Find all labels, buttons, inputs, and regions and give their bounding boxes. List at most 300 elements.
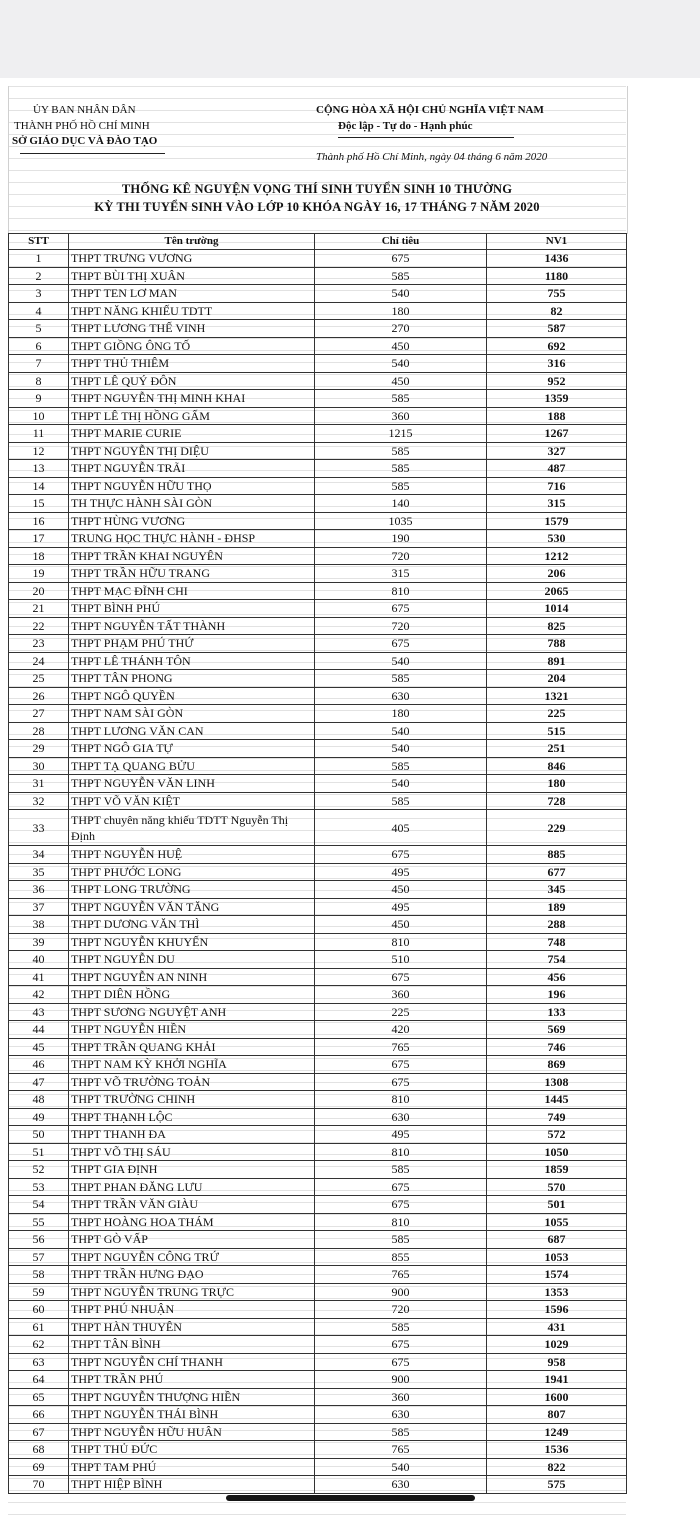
cell-quota: 315 <box>315 565 487 583</box>
cell-quota: 450 <box>315 916 487 934</box>
cell-school-name: THPT LƯƠNG VĂN CAN <box>69 722 315 740</box>
cell-quota: 585 <box>315 267 487 285</box>
table-row <box>9 320 627 338</box>
cell-nv1: 677 <box>487 863 627 881</box>
table-row <box>9 460 627 478</box>
table-row <box>9 425 627 443</box>
table-row <box>9 722 627 740</box>
table-row <box>9 986 627 1004</box>
cell-stt: 27 <box>9 705 69 723</box>
cell-nv1: 327 <box>487 442 627 460</box>
cell-quota: 540 <box>315 652 487 670</box>
cell-nv1: 822 <box>487 1458 627 1476</box>
cell-quota: 585 <box>315 390 487 408</box>
table-row <box>9 1248 627 1266</box>
cell-nv1: 788 <box>487 635 627 653</box>
cell-school-name: THPT HÀN THUYÊN <box>69 1318 315 1336</box>
cell-school-name: THPT TRẦN KHAI NGUYÊN <box>69 547 315 565</box>
cell-school-name: THPT NGUYỄN HỮU HUÂN <box>69 1423 315 1441</box>
cell-nv1: 1859 <box>487 1161 627 1179</box>
cell-school-name: THPT PHAN ĐĂNG LƯU <box>69 1178 315 1196</box>
cell-nv1: 891 <box>487 652 627 670</box>
header-nation-line1: CỘNG HÒA XÃ HỘI CHỦ NGHĨA VIỆT NAM <box>316 104 544 116</box>
table-row <box>9 687 627 705</box>
cell-nv1: 807 <box>487 1406 627 1424</box>
cell-nv1: 570 <box>487 1178 627 1196</box>
cell-nv1: 487 <box>487 460 627 478</box>
cell-school-name: THPT NGUYỄN THÁI BÌNH <box>69 1406 315 1424</box>
cell-stt: 50 <box>9 1126 69 1144</box>
cell-nv1: 82 <box>487 302 627 320</box>
cell-nv1: 575 <box>487 1476 627 1494</box>
cell-school-name: THPT NGUYỄN TRUNG TRỰC <box>69 1283 315 1301</box>
cell-nv1: 1536 <box>487 1441 627 1459</box>
cell-school-name: THPT TRƯỜNG CHINH <box>69 1091 315 1109</box>
cell-stt: 49 <box>9 1108 69 1126</box>
cell-quota: 495 <box>315 898 487 916</box>
table-row <box>9 1388 627 1406</box>
cell-quota: 540 <box>315 285 487 303</box>
cell-school-name: THPT TÂN BÌNH <box>69 1336 315 1354</box>
table-row <box>9 582 627 600</box>
table-row <box>9 285 627 303</box>
table-row <box>9 302 627 320</box>
cell-school-name: THPT HÙNG VƯƠNG <box>69 512 315 530</box>
table-row <box>9 250 627 268</box>
cell-school-name: THPT NGUYỄN HIỀN <box>69 1021 315 1039</box>
cell-school-name: THPT DƯƠNG VĂN THÌ <box>69 916 315 934</box>
cell-nv1: 1267 <box>487 425 627 443</box>
column-header-stt: STT <box>9 234 69 250</box>
cell-stt: 31 <box>9 775 69 793</box>
cell-school-name: THPT TEN LƠ MAN <box>69 285 315 303</box>
cell-school-name: THPT TRẦN HƯNG ĐẠO <box>69 1266 315 1284</box>
table-row <box>9 775 627 793</box>
cell-nv1: 1050 <box>487 1143 627 1161</box>
cell-school-name: THPT NGUYỄN VĂN TĂNG <box>69 898 315 916</box>
table-row <box>9 1266 627 1284</box>
table-row <box>9 951 627 969</box>
cell-nv1: 572 <box>487 1126 627 1144</box>
cell-stt: 24 <box>9 652 69 670</box>
cell-stt: 54 <box>9 1196 69 1214</box>
column-header-quota: Chỉ tiêu <box>315 234 487 250</box>
cell-nv1: 755 <box>487 285 627 303</box>
table-row <box>9 863 627 881</box>
cell-quota: 585 <box>315 757 487 775</box>
cell-stt: 5 <box>9 320 69 338</box>
cell-stt: 15 <box>9 495 69 513</box>
cell-quota: 675 <box>315 846 487 864</box>
table-row <box>9 898 627 916</box>
cell-stt: 26 <box>9 687 69 705</box>
cell-stt: 55 <box>9 1213 69 1231</box>
document-title-line1: THỐNG KÊ NGUYỆN VỌNG THÍ SINH TUYỂN SINH 10 THƯỜNG <box>121 182 513 196</box>
table-row <box>9 1143 627 1161</box>
table-row <box>9 337 627 355</box>
cell-school-name: THPT LÊ THÁNH TÔN <box>69 652 315 670</box>
cell-quota: 1215 <box>315 425 487 443</box>
table-row <box>9 617 627 635</box>
cell-stt: 64 <box>9 1371 69 1389</box>
cell-quota: 270 <box>315 320 487 338</box>
cell-stt: 68 <box>9 1441 69 1459</box>
cell-nv1: 1445 <box>487 1091 627 1109</box>
cell-quota: 180 <box>315 705 487 723</box>
table-row <box>9 600 627 618</box>
cell-stt: 40 <box>9 951 69 969</box>
cell-quota: 585 <box>315 460 487 478</box>
cell-school-name: THPT GIỒNG ÔNG TỐ <box>69 337 315 355</box>
cell-stt: 67 <box>9 1423 69 1441</box>
home-indicator-bar <box>226 1495 475 1501</box>
cell-quota: 225 <box>315 1003 487 1021</box>
cell-nv1: 316 <box>487 355 627 373</box>
cell-stt: 43 <box>9 1003 69 1021</box>
cell-school-name: THPT VÕ TRƯỜNG TOẢN <box>69 1073 315 1091</box>
cell-stt: 57 <box>9 1248 69 1266</box>
cell-nv1: 1321 <box>487 687 627 705</box>
cell-stt: 4 <box>9 302 69 320</box>
cell-nv1: 501 <box>487 1196 627 1214</box>
cell-nv1: 1596 <box>487 1301 627 1319</box>
table-row <box>9 1038 627 1056</box>
cell-quota: 675 <box>315 1056 487 1074</box>
table-row <box>9 635 627 653</box>
cell-school-name: THPT BÌNH PHÚ <box>69 600 315 618</box>
cell-quota: 810 <box>315 1143 487 1161</box>
table-row <box>9 1423 627 1441</box>
table-row <box>9 1336 627 1354</box>
cell-nv1: 196 <box>487 986 627 1004</box>
table-row <box>9 1441 627 1459</box>
table-row <box>9 1161 627 1179</box>
cell-nv1: 1029 <box>487 1336 627 1354</box>
table-row <box>9 1283 627 1301</box>
cell-stt: 10 <box>9 407 69 425</box>
cell-quota: 140 <box>315 495 487 513</box>
cell-quota: 810 <box>315 1091 487 1109</box>
table-row <box>9 512 627 530</box>
cell-school-name: THPT NGUYỄN VĂN LINH <box>69 775 315 793</box>
table-row <box>9 495 627 513</box>
table-row <box>9 1406 627 1424</box>
cell-quota: 765 <box>315 1266 487 1284</box>
cell-stt: 52 <box>9 1161 69 1179</box>
cell-stt: 11 <box>9 425 69 443</box>
cell-school-name: TH THỰC HÀNH SÀI GÒN <box>69 495 315 513</box>
cell-school-name: THPT NGUYỄN HỮU THỌ <box>69 477 315 495</box>
cell-school-name: THPT THẠNH LỘC <box>69 1108 315 1126</box>
header-agency-line3: SỞ GIÁO DỤC VÀ ĐÀO TẠO <box>12 135 158 147</box>
cell-quota: 765 <box>315 1441 487 1459</box>
cell-stt: 14 <box>9 477 69 495</box>
cell-nv1: 229 <box>487 810 627 846</box>
table-row <box>9 530 627 548</box>
cell-quota: 360 <box>315 1388 487 1406</box>
cell-stt: 17 <box>9 530 69 548</box>
cell-school-name: THPT NGUYỄN AN NINH <box>69 968 315 986</box>
cell-school-name: THPT TÂN PHONG <box>69 670 315 688</box>
cell-quota: 180 <box>315 302 487 320</box>
cell-nv1: 1359 <box>487 390 627 408</box>
document-title-line2: KỲ THI TUYỂN SINH VÀO LỚP 10 KHÓA NGÀY 16, 17 THÁNG 7 NĂM 2020 <box>94 200 540 214</box>
cell-stt: 62 <box>9 1336 69 1354</box>
cell-stt: 28 <box>9 722 69 740</box>
cell-nv1: 1353 <box>487 1283 627 1301</box>
cell-quota: 540 <box>315 775 487 793</box>
cell-quota: 675 <box>315 250 487 268</box>
cell-quota: 855 <box>315 1248 487 1266</box>
cell-stt: 33 <box>9 810 69 846</box>
table-row <box>9 1213 627 1231</box>
cell-quota: 630 <box>315 1108 487 1126</box>
cell-school-name: THPT GÒ VẤP <box>69 1231 315 1249</box>
cell-nv1: 204 <box>487 670 627 688</box>
cell-stt: 19 <box>9 565 69 583</box>
table-row <box>9 1301 627 1319</box>
cell-quota: 720 <box>315 617 487 635</box>
table-row <box>9 1318 627 1336</box>
cell-nv1: 1579 <box>487 512 627 530</box>
table-row <box>9 1196 627 1214</box>
table-row <box>9 372 627 390</box>
cell-quota: 675 <box>315 1196 487 1214</box>
table-row <box>9 916 627 934</box>
cell-quota: 510 <box>315 951 487 969</box>
cell-school-name: THPT PHẠM PHÚ THỨ <box>69 635 315 653</box>
cell-stt: 9 <box>9 390 69 408</box>
cell-school-name: THPT TRẦN VĂN GIÀU <box>69 1196 315 1214</box>
cell-school-name: THPT THỦ ĐỨC <box>69 1441 315 1459</box>
cell-school-name: THPT chuyên năng khiếu TDTT Nguyễn Thị Định <box>69 810 315 846</box>
cell-school-name: TRUNG HỌC THỰC HÀNH - ĐHSP <box>69 530 315 548</box>
cell-stt: 8 <box>9 372 69 390</box>
cell-nv1: 206 <box>487 565 627 583</box>
cell-stt: 20 <box>9 582 69 600</box>
cell-school-name: THPT LONG TRƯỜNG <box>69 881 315 899</box>
cell-nv1: 133 <box>487 1003 627 1021</box>
cell-nv1: 1308 <box>487 1073 627 1091</box>
cell-stt: 30 <box>9 757 69 775</box>
table-row <box>9 1371 627 1389</box>
table-row <box>9 740 627 758</box>
cell-quota: 420 <box>315 1021 487 1039</box>
cell-nv1: 1212 <box>487 547 627 565</box>
cell-quota: 450 <box>315 881 487 899</box>
table-row <box>9 1003 627 1021</box>
cell-quota: 585 <box>315 792 487 810</box>
cell-quota: 900 <box>315 1371 487 1389</box>
cell-school-name: THPT NAM KỲ KHỞI NGHĨA <box>69 1056 315 1074</box>
cell-school-name: THPT VÕ THỊ SÁU <box>69 1143 315 1161</box>
cell-stt: 69 <box>9 1458 69 1476</box>
cell-nv1: 251 <box>487 740 627 758</box>
table-row <box>9 442 627 460</box>
cell-stt: 36 <box>9 881 69 899</box>
cell-stt: 66 <box>9 1406 69 1424</box>
cell-stt: 29 <box>9 740 69 758</box>
cell-quota: 630 <box>315 1406 487 1424</box>
cell-stt: 37 <box>9 898 69 916</box>
table-row <box>9 968 627 986</box>
table-row <box>9 565 627 583</box>
cell-nv1: 189 <box>487 898 627 916</box>
table-row <box>9 1108 627 1126</box>
table-row <box>9 1231 627 1249</box>
table-row <box>9 846 627 864</box>
cell-school-name: THPT VÕ VĂN KIỆT <box>69 792 315 810</box>
cell-quota: 585 <box>315 1423 487 1441</box>
cell-school-name: THPT THỦ THIÊM <box>69 355 315 373</box>
table-row <box>9 810 627 846</box>
cell-quota: 630 <box>315 687 487 705</box>
cell-nv1: 748 <box>487 933 627 951</box>
cell-school-name: THPT LƯƠNG THẾ VINH <box>69 320 315 338</box>
cell-stt: 60 <box>9 1301 69 1319</box>
cell-nv1: 869 <box>487 1056 627 1074</box>
cell-stt: 47 <box>9 1073 69 1091</box>
cell-school-name: THPT NĂNG KHIẾU TDTT <box>69 302 315 320</box>
cell-stt: 61 <box>9 1318 69 1336</box>
cell-stt: 13 <box>9 460 69 478</box>
cell-nv1: 952 <box>487 372 627 390</box>
cell-school-name: THPT MẠC ĐĨNH CHI <box>69 582 315 600</box>
cell-nv1: 692 <box>487 337 627 355</box>
cell-quota: 810 <box>315 1213 487 1231</box>
cell-quota: 360 <box>315 986 487 1004</box>
table-row <box>9 1178 627 1196</box>
cell-nv1: 728 <box>487 792 627 810</box>
cell-school-name: THPT LÊ THỊ HỒNG GẤM <box>69 407 315 425</box>
cell-nv1: 846 <box>487 757 627 775</box>
cell-school-name: THPT SƯƠNG NGUYỆT ANH <box>69 1003 315 1021</box>
cell-nv1: 1053 <box>487 1248 627 1266</box>
cell-quota: 675 <box>315 1073 487 1091</box>
cell-nv1: 587 <box>487 320 627 338</box>
cell-stt: 45 <box>9 1038 69 1056</box>
table-row <box>9 407 627 425</box>
cell-quota: 810 <box>315 933 487 951</box>
cell-school-name: THPT TRẦN PHÚ <box>69 1371 315 1389</box>
cell-nv1: 530 <box>487 530 627 548</box>
cell-nv1: 225 <box>487 705 627 723</box>
cell-nv1: 687 <box>487 1231 627 1249</box>
cell-quota: 900 <box>315 1283 487 1301</box>
cell-nv1: 716 <box>487 477 627 495</box>
cell-nv1: 2065 <box>487 582 627 600</box>
cell-stt: 70 <box>9 1476 69 1494</box>
cell-quota: 190 <box>315 530 487 548</box>
cell-nv1: 1055 <box>487 1213 627 1231</box>
cell-school-name: THPT LÊ QUÝ ĐÔN <box>69 372 315 390</box>
cell-nv1: 1941 <box>487 1371 627 1389</box>
table-row <box>9 757 627 775</box>
cell-nv1: 188 <box>487 407 627 425</box>
cell-nv1: 288 <box>487 916 627 934</box>
cell-quota: 585 <box>315 1161 487 1179</box>
cell-nv1: 515 <box>487 722 627 740</box>
cell-school-name: THPT NGUYỄN THỊ DIỆU <box>69 442 315 460</box>
table-row <box>9 1126 627 1144</box>
cell-quota: 495 <box>315 863 487 881</box>
table-row <box>9 705 627 723</box>
cell-stt: 46 <box>9 1056 69 1074</box>
cell-quota: 450 <box>315 372 487 390</box>
cell-quota: 675 <box>315 968 487 986</box>
table-row <box>9 1021 627 1039</box>
cell-nv1: 754 <box>487 951 627 969</box>
table-body <box>9 250 627 1494</box>
cell-stt: 51 <box>9 1143 69 1161</box>
cell-nv1: 180 <box>487 775 627 793</box>
cell-school-name: THPT TAM PHÚ <box>69 1458 315 1476</box>
cell-quota: 1035 <box>315 512 487 530</box>
cell-school-name: THPT GIA ĐỊNH <box>69 1161 315 1179</box>
cell-stt: 38 <box>9 916 69 934</box>
cell-quota: 540 <box>315 740 487 758</box>
table-row <box>9 1091 627 1109</box>
cell-stt: 23 <box>9 635 69 653</box>
cell-stt: 56 <box>9 1231 69 1249</box>
cell-quota: 585 <box>315 1318 487 1336</box>
cell-quota: 540 <box>315 1458 487 1476</box>
cell-nv1: 958 <box>487 1353 627 1371</box>
table-row <box>9 267 627 285</box>
cell-school-name: THPT PHÚ NHUẬN <box>69 1301 315 1319</box>
cell-quota: 585 <box>315 670 487 688</box>
cell-school-name: THPT NGUYỄN TRÃI <box>69 460 315 478</box>
cell-school-name: THPT TẠ QUANG BỬU <box>69 757 315 775</box>
cell-stt: 3 <box>9 285 69 303</box>
cell-school-name: THPT TRƯNG VƯƠNG <box>69 250 315 268</box>
cell-quota: 720 <box>315 1301 487 1319</box>
table-row <box>9 881 627 899</box>
cell-quota: 810 <box>315 582 487 600</box>
cell-school-name: THPT NGUYỄN KHUYẾN <box>69 933 315 951</box>
cell-nv1: 456 <box>487 968 627 986</box>
cell-nv1: 1014 <box>487 600 627 618</box>
cell-stt: 58 <box>9 1266 69 1284</box>
cell-quota: 585 <box>315 442 487 460</box>
cell-stt: 7 <box>9 355 69 373</box>
cell-school-name: THPT HOÀNG HOA THÁM <box>69 1213 315 1231</box>
table-row <box>9 670 627 688</box>
table-row <box>9 355 627 373</box>
cell-nv1: 746 <box>487 1038 627 1056</box>
cell-stt: 44 <box>9 1021 69 1039</box>
table-row <box>9 933 627 951</box>
cell-nv1: 1180 <box>487 267 627 285</box>
admission-statistics-table <box>8 233 627 1494</box>
cell-stt: 63 <box>9 1353 69 1371</box>
cell-nv1: 345 <box>487 881 627 899</box>
table-row <box>9 477 627 495</box>
cell-school-name: THPT NAM SÀI GÒN <box>69 705 315 723</box>
cell-quota: 675 <box>315 1353 487 1371</box>
cell-quota: 495 <box>315 1126 487 1144</box>
cell-school-name: THPT NGÔ GIA TỰ <box>69 740 315 758</box>
cell-school-name: THPT NGUYỄN CHÍ THANH <box>69 1353 315 1371</box>
table-header-row <box>9 234 627 250</box>
cell-stt: 65 <box>9 1388 69 1406</box>
cell-school-name: THPT NGÔ QUYỀN <box>69 687 315 705</box>
header-agency-line2: THÀNH PHỐ HỒ CHÍ MINH <box>14 120 150 132</box>
cell-stt: 53 <box>9 1178 69 1196</box>
cell-stt: 35 <box>9 863 69 881</box>
table-row <box>9 652 627 670</box>
column-header-nv1: NV1 <box>487 234 627 250</box>
